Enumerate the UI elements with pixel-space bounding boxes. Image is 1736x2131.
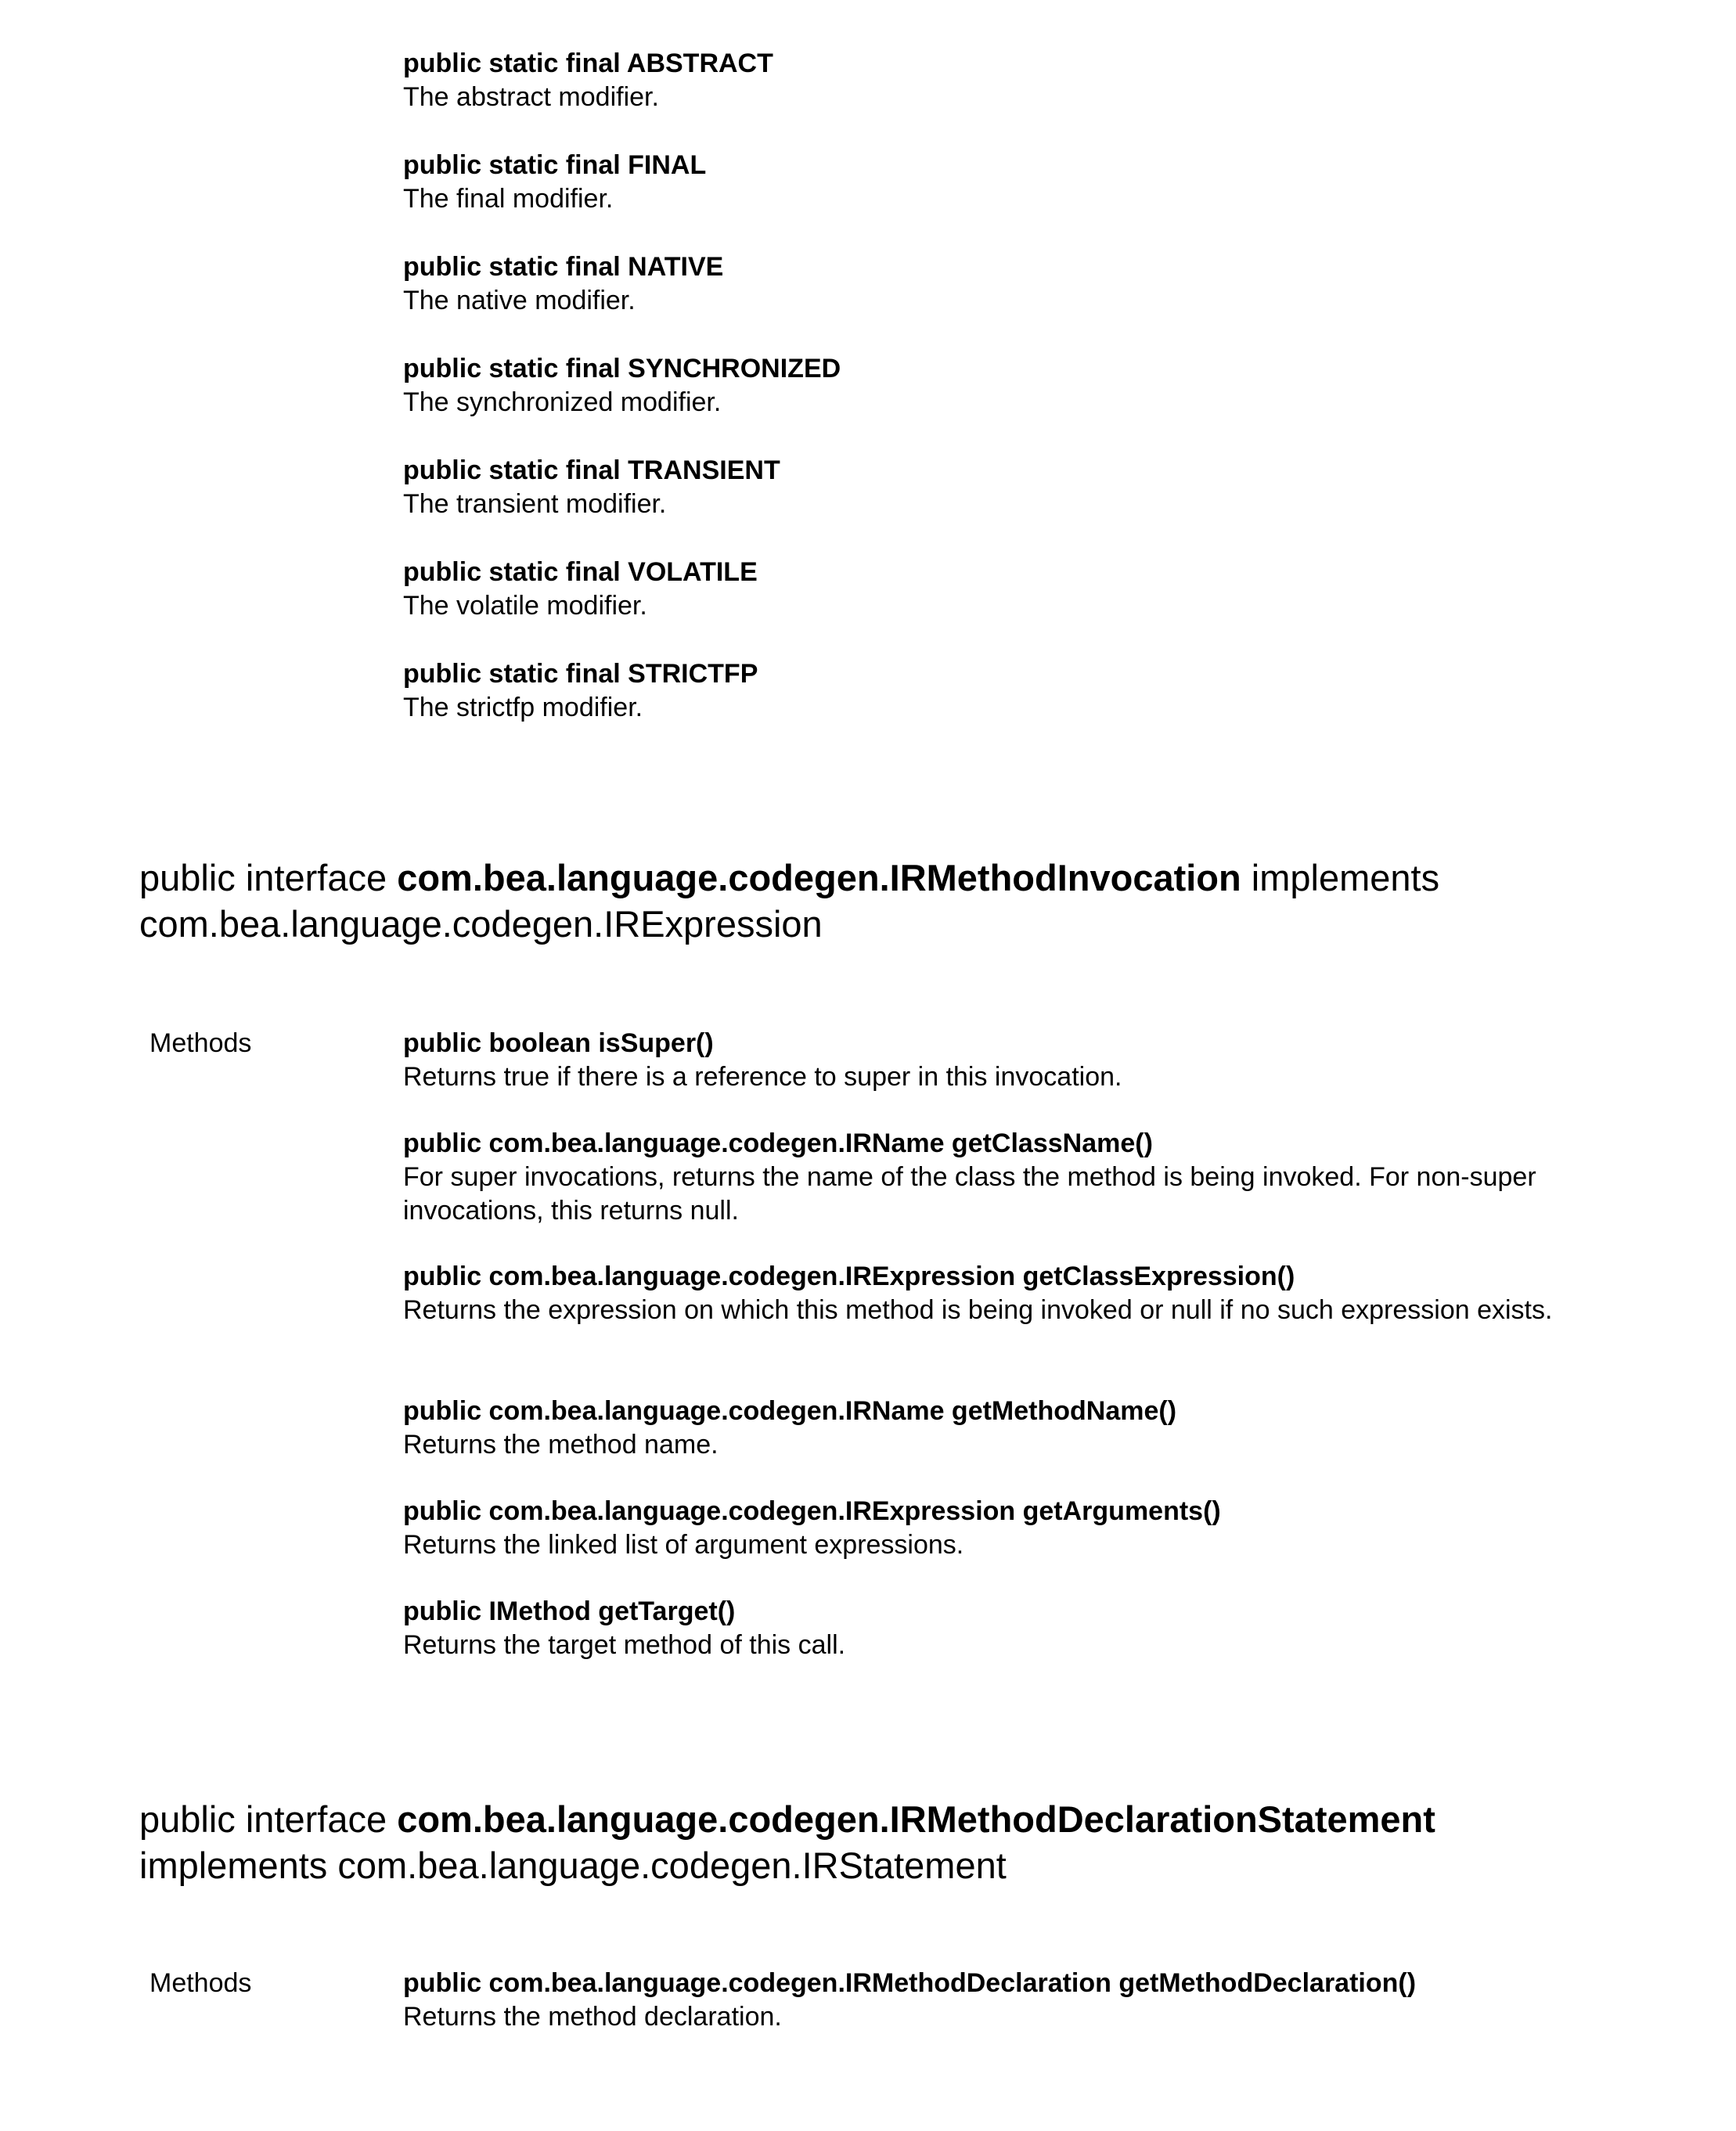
field-description: The strictfp modifier.	[403, 691, 1601, 725]
method-description: Returns the expression on which this method is being invoked or null if no such expression exists.	[403, 1294, 1601, 1327]
implements-target: com.bea.language.codegen.IRStatement	[337, 1845, 1006, 1886]
method-get-class-expression	[403, 1260, 1601, 1327]
field-volatile	[403, 556, 1601, 623]
method-signature: public com.bea.language.codegen.IRMethodDeclaration getMethodDeclaration()	[403, 1967, 1601, 2000]
implements-keyword: implements	[139, 1845, 327, 1886]
field-signature: public static final FINAL	[403, 149, 1601, 182]
method-signature: public IMethod getTarget()	[403, 1595, 1601, 1629]
implements-keyword: implements	[1252, 857, 1439, 898]
field-signature: public static final SYNCHRONIZED	[403, 352, 1601, 386]
interface-prefix: public interface	[139, 1798, 387, 1840]
field-description: The synchronized modifier.	[403, 386, 1601, 419]
method-description: Returns the linked list of argument expressions.	[403, 1528, 1601, 1562]
field-signature: public static final VOLATILE	[403, 556, 1601, 589]
field-signature: public static final STRICTFP	[403, 657, 1601, 691]
field-description: The final modifier.	[403, 182, 1601, 216]
interface-prefix: public interface	[139, 857, 387, 898]
method-get-arguments	[403, 1495, 1601, 1562]
method-signature: public com.bea.language.codegen.IRName getMethodName()	[403, 1395, 1601, 1428]
field-signature: public static final NATIVE	[403, 250, 1601, 284]
interface-heading-ir-method-invocation	[139, 855, 1673, 947]
method-get-target	[403, 1595, 1601, 1662]
field-final	[403, 149, 1601, 216]
field-description: The transient modifier.	[403, 488, 1601, 521]
method-get-class-name	[403, 1127, 1601, 1228]
method-signature: public boolean isSuper()	[403, 1027, 1601, 1060]
method-get-method-declaration	[403, 1967, 1601, 2034]
method-description: Returns the method declaration.	[403, 2000, 1601, 2034]
method-signature: public com.bea.language.codegen.IRExpression getArguments()	[403, 1495, 1601, 1528]
interface-name: com.bea.language.codegen.IRMethodDeclarationStatement	[397, 1798, 1435, 1840]
field-strictfp	[403, 657, 1601, 725]
field-synchronized	[403, 352, 1601, 419]
field-description: The volatile modifier.	[403, 589, 1601, 623]
interface-name: com.bea.language.codegen.IRMethodInvocation	[397, 857, 1241, 898]
field-native	[403, 250, 1601, 318]
field-signature: public static final TRANSIENT	[403, 454, 1601, 488]
method-description: Returns true if there is a reference to super in this invocation.	[403, 1060, 1601, 1094]
field-abstract	[403, 47, 1601, 114]
methods-label: Methods	[149, 1967, 251, 2000]
field-transient	[403, 454, 1601, 521]
method-is-super	[403, 1027, 1601, 1094]
method-description: Returns the method name.	[403, 1428, 1601, 1462]
methods-label: Methods	[149, 1027, 251, 1060]
field-signature: public static final ABSTRACT	[403, 47, 1601, 81]
method-signature: public com.bea.language.codegen.IRExpression getClassExpression()	[403, 1260, 1601, 1294]
method-description: Returns the target method of this call.	[403, 1629, 1601, 1662]
implements-target: com.bea.language.codegen.IRExpression	[139, 903, 823, 945]
method-signature: public com.bea.language.codegen.IRName getClassName()	[403, 1127, 1601, 1161]
method-description: For super invocations, returns the name of the class the method is being invoked. For non-super invocations, this returns null.	[403, 1161, 1601, 1228]
field-description: The native modifier.	[403, 284, 1601, 318]
interface-heading-ir-method-declaration-statement	[139, 1796, 1673, 1888]
method-get-method-name	[403, 1395, 1601, 1462]
field-description: The abstract modifier.	[403, 81, 1601, 114]
